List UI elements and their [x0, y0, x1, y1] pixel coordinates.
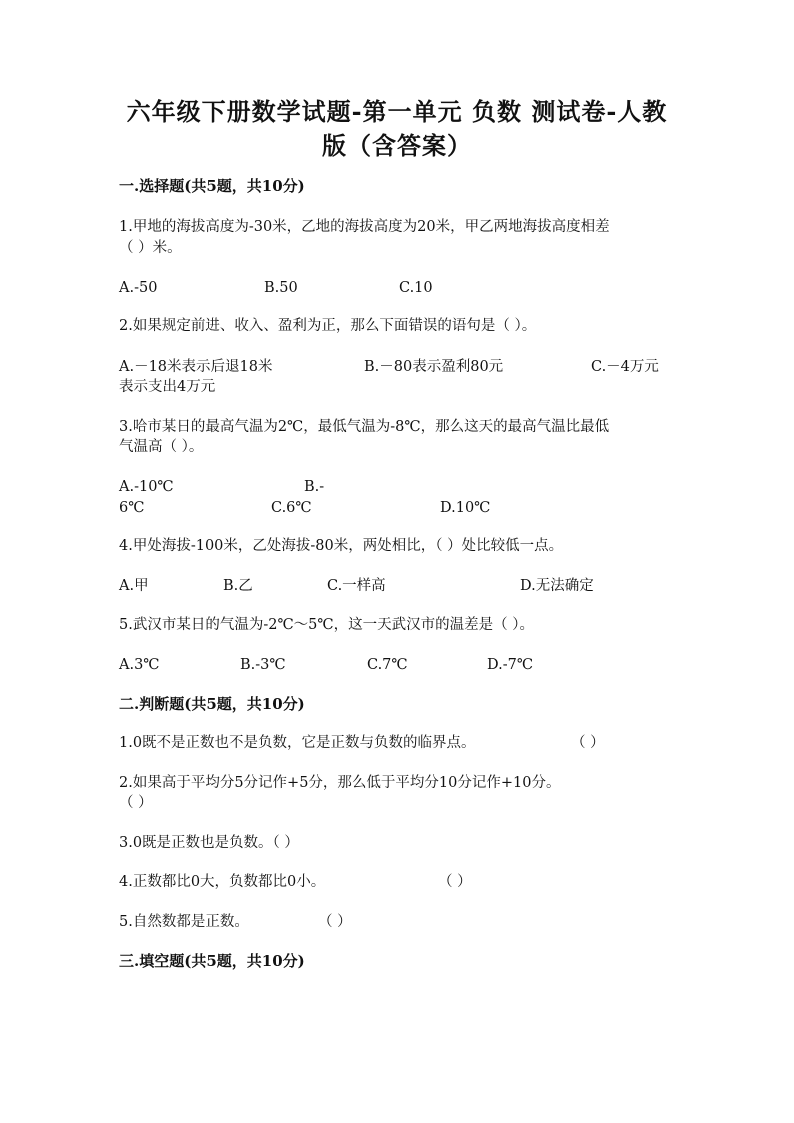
s1-q3-option-d: D.10℃	[440, 500, 491, 516]
s1-q1-option-a: A.-50	[119, 280, 158, 296]
section2-heading: 二.判断题(共5题，共10分)	[119, 695, 305, 713]
s1-q5-text: 5.武汉市某日的气温为-2℃～5℃，这一天武汉市的温差是（ ）。	[119, 617, 534, 633]
s1-q1-text-line1: 1.甲地的海拔高度为-30米，乙地的海拔高度为20米，甲乙两地海拔高度相差	[119, 219, 610, 235]
s1-q4-option-c: C.一样高	[327, 578, 386, 594]
s2-q4-blank: （ ）	[438, 874, 472, 890]
s1-q3-option-c: C.6℃	[271, 500, 312, 516]
s1-q2-option-c-cont: 表示支出4万元	[119, 379, 216, 395]
s1-q2-option-c: C.－4万元	[591, 359, 659, 375]
s1-q3-option-a: A.-10℃	[119, 479, 174, 495]
s1-q2-text: 2.如果规定前进、收入、盈利为正，那么下面错误的语句是（ ）。	[119, 318, 537, 334]
s1-q5-option-a: A.3℃	[119, 657, 160, 673]
section3-heading: 三.填空题(共5题，共10分)	[119, 952, 305, 970]
s1-q5-option-c: C.7℃	[367, 657, 408, 673]
s2-q2-text: 2.如果高于平均分5分记作+5分，那么低于平均分10分记作+10分。	[119, 775, 561, 791]
s1-q5-option-d: D.-7℃	[487, 657, 534, 673]
s2-q3-text: 3.0既是正数也是负数。（ ）	[119, 835, 299, 851]
s1-q4-option-a: A.甲	[119, 578, 149, 594]
s1-q4-option-d: D.无法确定	[520, 578, 594, 594]
exam-title-line2: 版（含答案）	[322, 131, 472, 160]
s1-q4-option-b: B.乙	[223, 578, 253, 594]
s1-q1-option-c: C.10	[399, 280, 433, 296]
exam-title-line1: 六年级下册数学试题-第一单元 负数 测试卷-人教	[126, 97, 668, 126]
s2-q4-text: 4.正数都比0大，负数都比0小。	[119, 874, 326, 890]
s1-q1-text-line2: （ ）米。	[119, 240, 182, 256]
s2-q1-text: 1.0既不是正数也不是负数，它是正数与负数的临界点。	[119, 735, 476, 751]
s2-q1-blank: （ ）	[571, 735, 605, 751]
s1-q3-option-b-cont: 6℃	[119, 500, 145, 516]
s1-q3-text-line2: 气温高（ ）。	[119, 439, 204, 455]
s2-q5-blank: （ ）	[318, 914, 352, 930]
s1-q5-option-b: B.-3℃	[240, 657, 286, 673]
s1-q4-text: 4.甲处海拔-100米，乙处海拔-80米，两处相比，（ ）处比较低一点。	[119, 538, 564, 554]
s2-q2-blank: （ ）	[119, 795, 153, 811]
s1-q2-option-a: A.－18米表示后退18米	[119, 359, 273, 375]
s2-q5-text: 5.自然数都是正数。	[119, 914, 249, 930]
s1-q1-option-b: B.50	[264, 280, 298, 296]
s1-q3-option-b: B.-	[304, 479, 325, 495]
section1-heading: 一.选择题(共5题，共10分)	[119, 177, 305, 195]
s1-q3-text-line1: 3.哈市某日的最高气温为2℃，最低气温为-8℃，那么这天的最高气温比最低	[119, 419, 610, 435]
s1-q2-option-b: B.－80表示盈利80元	[364, 359, 504, 375]
